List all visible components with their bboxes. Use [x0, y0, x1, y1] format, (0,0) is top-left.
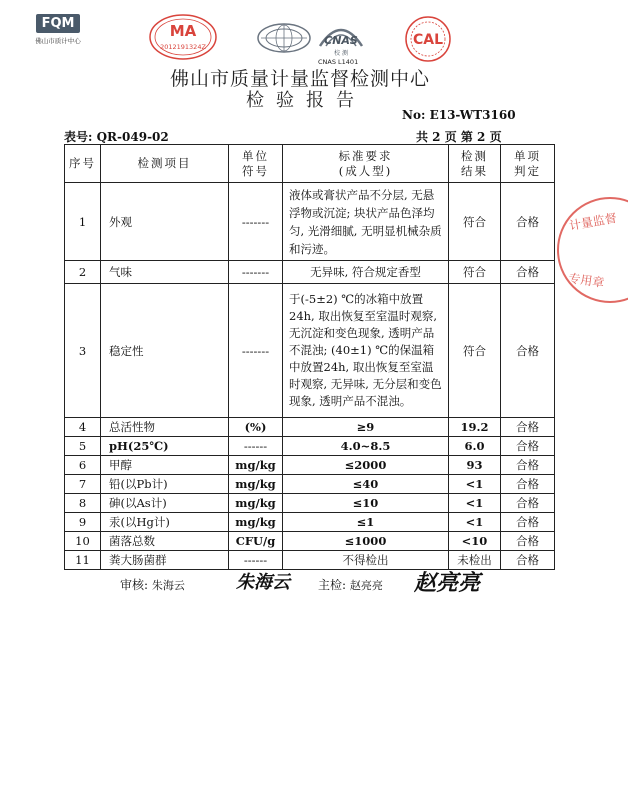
header-item: 检测项目 [101, 145, 229, 183]
cnas-logo-icon [312, 12, 370, 64]
header-standard-line1: 标准要求 [338, 148, 393, 163]
cma-seal-icon [148, 12, 218, 62]
row-requirement: 不得检出 [283, 551, 449, 570]
row-unit: mg/kg [229, 456, 283, 475]
row-unit: (%) [229, 418, 283, 437]
row-unit: ------- [229, 183, 283, 261]
row-number: 2 [65, 261, 101, 284]
row-verdict: 合格 [501, 284, 555, 418]
row-requirement: ≤2000 [283, 456, 449, 475]
svg-text:校 测: 校 测 [334, 50, 348, 57]
reviewer-name: 朱海云 [151, 579, 185, 592]
table-header-row [65, 145, 555, 183]
form-number: 表号: QR-049-02 [64, 130, 169, 144]
organization-name: 佛山市质量计量监督检测中心 [169, 68, 430, 90]
cma-logo-text: MA [169, 22, 197, 40]
report-number: No: E13-WT3160 [402, 108, 516, 122]
row-number: 5 [65, 437, 101, 456]
header-seq: 序号 [65, 145, 101, 183]
official-stamp-icon [548, 190, 628, 310]
row-item: 砷(以As计) [101, 494, 229, 513]
header-standard [283, 145, 449, 183]
row-unit: CFU/g [229, 532, 283, 551]
row-number: 9 [65, 513, 101, 532]
table-row [65, 261, 555, 284]
row-unit: ------ [229, 551, 283, 570]
row-unit: ------- [229, 261, 283, 284]
inspector-name: 赵亮亮 [349, 579, 383, 592]
row-result: 符合 [449, 261, 501, 284]
cnas-code: CNAS L1401 [318, 58, 359, 66]
table-row [65, 532, 555, 551]
row-verdict: 合格 [501, 456, 555, 475]
row-verdict: 合格 [501, 551, 555, 570]
cnas-logo-text: CNAS [324, 34, 358, 47]
reviewer-block [120, 576, 185, 593]
row-requirement: 4.0~8.5 [283, 437, 449, 456]
cal-logo-text: CAL [412, 32, 444, 48]
row-result: <1 [449, 475, 501, 494]
stamp-top-text: 计量监督 [568, 210, 618, 233]
reviewer-label: 审核: [120, 578, 149, 592]
row-verdict: 合格 [501, 261, 555, 284]
row-verdict: 合格 [501, 475, 555, 494]
row-result: 6.0 [449, 437, 501, 456]
row-result: 未检出 [449, 551, 501, 570]
row-requirement: ≤1000 [283, 532, 449, 551]
table-row [65, 418, 555, 437]
lab-accreditation-icon [255, 18, 313, 58]
stamp-bottom-text: 专用章 [567, 271, 606, 290]
header-unit [229, 145, 283, 183]
row-verdict: 合格 [501, 418, 555, 437]
row-item: 稳定性 [101, 284, 229, 418]
row-item: 汞(以Hg计) [101, 513, 229, 532]
row-result: <1 [449, 513, 501, 532]
reviewer-signature: 朱海云 [236, 572, 290, 593]
row-verdict: 合格 [501, 494, 555, 513]
row-requirement: ≥9 [283, 418, 449, 437]
row-item: 铅(以Pb计) [101, 475, 229, 494]
inspector-signature: 赵亮亮 [414, 570, 481, 596]
page-count: 共 2 页 第 2 页 [416, 130, 502, 144]
row-item: 甲醇 [101, 456, 229, 475]
fqm-logo-mark: FQM [36, 14, 80, 33]
report-title: 检验报告 [246, 90, 366, 111]
row-unit: mg/kg [229, 475, 283, 494]
fqm-logo [32, 14, 84, 45]
cma-number: 2012191324Z [160, 43, 206, 51]
row-number: 7 [65, 475, 101, 494]
row-unit: ------ [229, 437, 283, 456]
row-item: 总活性物 [101, 418, 229, 437]
row-number: 4 [65, 418, 101, 437]
row-item: 菌落总数 [101, 532, 229, 551]
row-unit: mg/kg [229, 494, 283, 513]
row-requirement: ≤10 [283, 494, 449, 513]
table-row [65, 284, 555, 418]
row-result: <10 [449, 532, 501, 551]
row-verdict: 合格 [501, 532, 555, 551]
row-item: pH(25℃) [101, 437, 229, 456]
header-verdict [501, 145, 555, 183]
header-result-line2: 结果 [461, 163, 488, 178]
row-number: 3 [65, 284, 101, 418]
header-unit-line2: 符号 [242, 163, 269, 178]
row-item: 粪大肠菌群 [101, 551, 229, 570]
row-requirement: 无异味, 符合规定香型 [283, 261, 449, 284]
header-result-line1: 检测 [461, 148, 488, 163]
header-result [449, 145, 501, 183]
header-verdict-line1: 单项 [514, 148, 541, 163]
row-item: 外观 [101, 183, 229, 261]
row-verdict: 合格 [501, 437, 555, 456]
row-result: 93 [449, 456, 501, 475]
fqm-logo-caption: 佛山市质计中心 [35, 37, 81, 45]
row-requirement: ≤40 [283, 475, 449, 494]
row-number: 6 [65, 456, 101, 475]
inspector-label: 主检: [318, 578, 347, 592]
row-number: 1 [65, 183, 101, 261]
cal-seal-icon [402, 14, 454, 64]
row-number: 10 [65, 532, 101, 551]
table-row [65, 551, 555, 570]
row-requirement: 于(-5±2) ℃的冰箱中放置24h, 取出恢复至室温时观察, 无沉淀和变色现象, 透明产品不混浊; (40±1) ℃的保温箱中放置24h, 取出恢复至室温时观察, 无异味, 无分层和变色现象, 透明产品不混浊。 [283, 284, 449, 418]
table-row [65, 494, 555, 513]
table-row [65, 437, 555, 456]
row-verdict: 合格 [501, 183, 555, 261]
row-result: 符合 [449, 183, 501, 261]
inspector-block [318, 576, 383, 593]
row-unit: ------- [229, 284, 283, 418]
row-requirement: ≤1 [283, 513, 449, 532]
table-row [65, 475, 555, 494]
row-result: 19.2 [449, 418, 501, 437]
test-results-table [64, 144, 555, 570]
row-result: 符合 [449, 284, 501, 418]
table-row [65, 456, 555, 475]
table-row [65, 183, 555, 261]
row-item: 气味 [101, 261, 229, 284]
header-standard-line2: (成人型) [338, 163, 393, 178]
row-number: 8 [65, 494, 101, 513]
row-result: <1 [449, 494, 501, 513]
row-requirement: 液体或膏状产品不分层, 无悬浮物或沉淀; 块状产品色泽均匀, 光滑细腻, 无明显机械杂质和污迹。 [283, 183, 449, 261]
table-row [65, 513, 555, 532]
header-unit-line1: 单位 [242, 148, 269, 163]
header-verdict-line2: 判定 [514, 163, 541, 178]
row-unit: mg/kg [229, 513, 283, 532]
row-verdict: 合格 [501, 513, 555, 532]
row-number: 11 [65, 551, 101, 570]
